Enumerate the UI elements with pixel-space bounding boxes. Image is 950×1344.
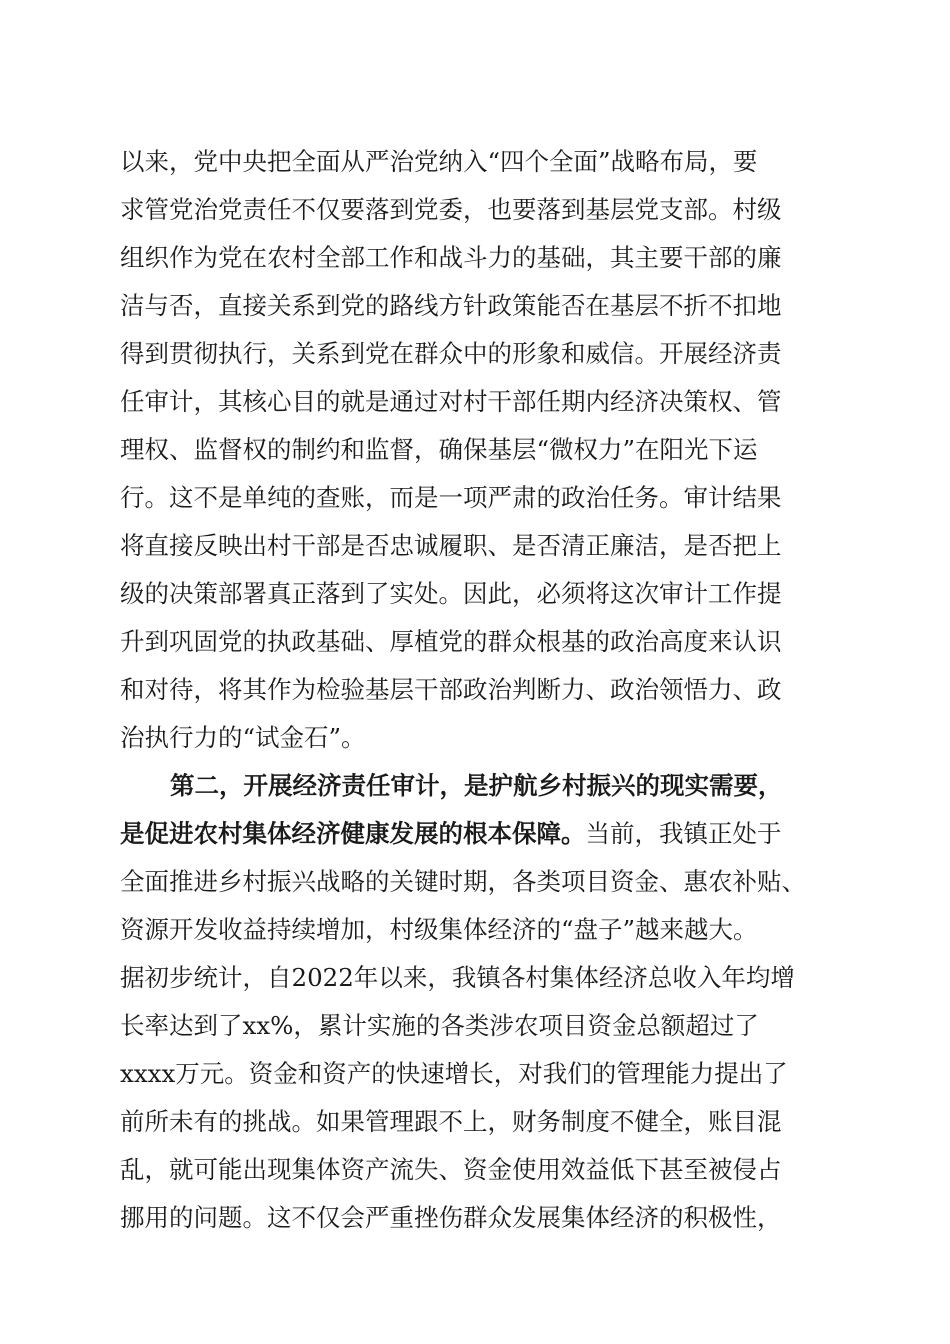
text-line: 据初步统计，自2022年以来，我镇各村集体经济总收入年均增 (120, 963, 795, 992)
text-line: 全面推进乡村振兴战略的关键时期，各类项目资金、惠农补贴、 (120, 867, 806, 896)
text-line: 求管党治党责任不仅要落到党委，也要落到基层党支部。村级 (120, 195, 782, 224)
text-line: 升到巩固党的执政基础、厚植党的群众根基的政治高度来认识 (120, 627, 782, 656)
text-line: 组织作为党在农村全部工作和战斗力的基础，其主要干部的廉 (120, 243, 782, 272)
text-line: 行。这不是单纯的查账，而是一项严肃的政治任务。审计结果 (120, 483, 782, 512)
text-line: 级的决策部署真正落到了实处。因此，必须将这次审计工作提 (120, 579, 782, 608)
text-line: 任审计，其核心目的就是通过对村干部任期内经济决策权、管 (120, 387, 782, 416)
text-line: 资源开发收益持续增加，村级集体经济的“盘子”越来越大。 (120, 915, 758, 944)
text-line: 治执行力的“试金石”。 (120, 723, 366, 752)
text-span: 当前，我镇正处于 (585, 819, 782, 848)
section-heading-line: 第二，开展经济责任审计，是护航乡村振兴的现实需要， (170, 771, 783, 800)
text-line: 以来，党中央把全面从严治党纳入“四个全面”战略布局，要 (120, 147, 758, 176)
text-line: xxxx万元。资金和资产的快速增长，对我们的管理能力提出了 (120, 1059, 788, 1088)
text-line: 乱，就可能出现集体资产流失、资金使用效益低下甚至被侵占 (120, 1155, 782, 1184)
text-line: 长率达到了xx%，累计实施的各类涉农项目资金总额超过了 (120, 1011, 759, 1040)
text-line: 洁与否，直接关系到党的路线方针政策能否在基层不折不扣地 (120, 291, 782, 320)
text-line: 将直接反映出村干部是否忠诚履职、是否清正廉洁，是否把上 (120, 531, 782, 560)
text-line: 和对待，将其作为检验基层干部政治判断力、政治领悟力、政 (120, 675, 782, 704)
text-line: 前所未有的挑战。如果管理跟不上，财务制度不健全，账目混 (120, 1107, 782, 1136)
text-line: 挪用的问题。这不仅会严重挫伤群众发展集体经济的积极性， (120, 1203, 782, 1232)
text-line (120, 819, 782, 849)
section-heading-tail: 是促进农村集体经济健康发展的根本保障。 (120, 819, 586, 848)
text-line: 得到贯彻执行，关系到党在群众中的形象和威信。开展经济责 (120, 339, 782, 368)
text-line: 理权、监督权的制约和监督，确保基层“微权力”在阳光下运 (120, 435, 758, 464)
